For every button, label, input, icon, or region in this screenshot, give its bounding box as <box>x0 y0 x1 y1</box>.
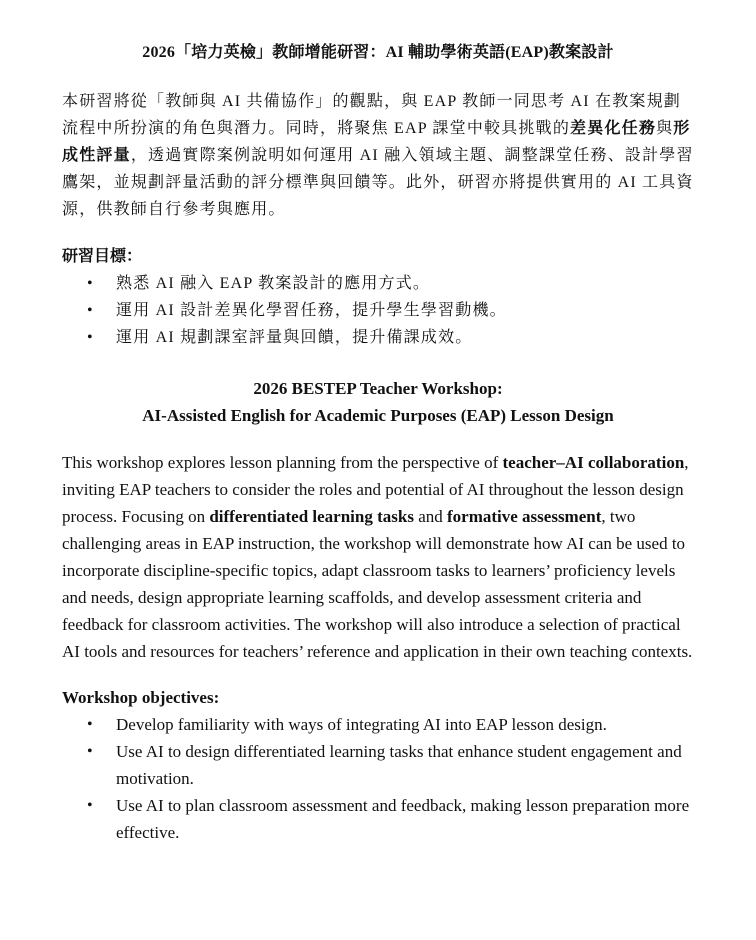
chinese-objectives-list <box>62 270 694 351</box>
chinese-objective-item: • 熟悉 AI 融入 EAP 教案設計的應用方式。 <box>62 270 694 297</box>
english-intro-text-4: , two challenging areas in EAP instruction, the workshop will demonstrate how AI can be used to incorporate discipline-specific topics, adapt classroom tasks to learners’ proficiency levels and needs, design appropriate learning scaffolds, and develop assessment criteria and feedback for classroom activities. The workshop will also introduce a selection of practical AI tools and resources for teachers’ reference and application in their own teaching contexts. <box>62 507 693 661</box>
chinese-intro-paragraph <box>62 88 694 223</box>
english-intro-text-1: This workshop explores lesson planning from the perspective of <box>62 453 503 472</box>
document-page <box>62 40 694 846</box>
chinese-title: 2026「培力英檢」教師增能研習：AI 輔助學術英語(EAP)教案設計 <box>142 44 614 61</box>
english-intro-paragraph <box>62 449 694 665</box>
english-intro-text-2: , inviting EAP teachers to consider the roles and potential of AI throughout the lesson design process. Focusing on <box>62 453 689 526</box>
chinese-intro-bold-formative-assessment: 形成性評量 <box>62 120 691 164</box>
english-objectives-list <box>62 711 694 846</box>
chinese-intro-bold-differentiated-tasks: 差異化任務 <box>570 120 657 137</box>
chinese-intro-text-1: 本研習將從「教師與 AI 共備協作」的觀點，與 EAP 教師一同思考 AI 在教案規劃流程中所扮演的角色與潛力。同時，將聚焦 EAP 課堂中較具挑戰的 <box>62 93 681 137</box>
english-intro-bold-formative-assessment: formative assessment <box>447 507 602 526</box>
english-objective-item: • Develop familiarity with ways of integrating AI into EAP lesson design. <box>62 711 694 738</box>
english-intro-text-3: and <box>413 507 447 526</box>
english-intro-bold-collaboration: teacher–AI collaboration <box>502 453 685 472</box>
english-objective-item: • Use AI to plan classroom assessment and feedback, making lesson preparation more effective. <box>62 792 694 846</box>
english-title-line-1: 2026 BESTEP Teacher Workshop: <box>253 379 503 398</box>
chinese-intro-text-2: 與 <box>656 120 674 137</box>
chinese-objectives-heading: 研習目標： <box>62 248 143 265</box>
english-title-line-2: AI-Assisted English for Academic Purposes (EAP) Lesson Design <box>142 406 614 425</box>
chinese-objective-item: • 運用 AI 規劃課室評量與回饋，提升備課成效。 <box>62 324 694 351</box>
english-objectives-heading: Workshop objectives: <box>62 688 220 707</box>
english-title <box>62 375 694 429</box>
english-objective-item: • Use AI to design differentiated learning tasks that enhance student engagement and motivation. <box>62 738 694 792</box>
chinese-intro-text-3: ，透過實際案例說明如何運用 AI 融入領域主題、調整課堂任務、設計學習鷹架，並規劃評量活動的評分標準與回饋等。此外，研習亦將提供實用的 AI 工具資源，供教師自行參考與應用。 <box>62 147 694 218</box>
english-intro-bold-differentiated-tasks: differentiated learning tasks <box>209 507 414 526</box>
chinese-objective-item: • 運用 AI 設計差異化學習任務，提升學生學習動機。 <box>62 297 694 324</box>
